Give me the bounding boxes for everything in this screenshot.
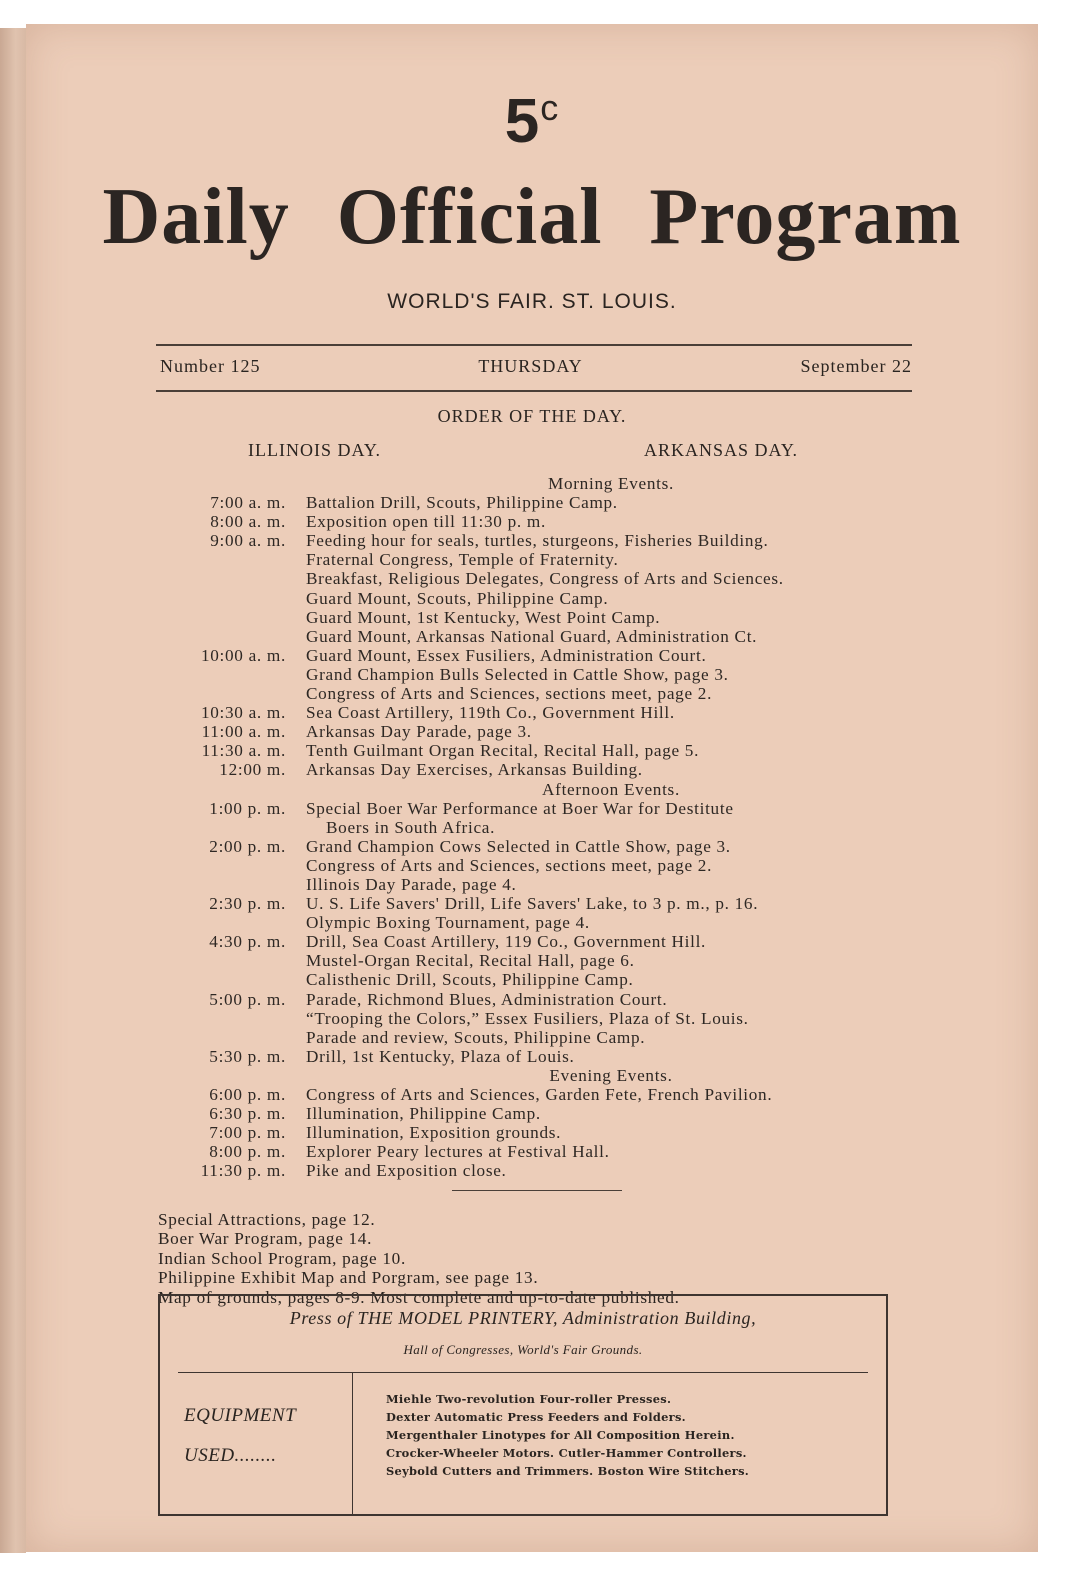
event-line: Illinois Day Parade, page 4.: [306, 874, 517, 894]
schedule-entry: [156, 1047, 916, 1066]
schedule-entry: [156, 837, 916, 894]
schedule-entry: [156, 1085, 916, 1104]
event-line: Grand Champion Cows Selected in Cattle Show, page 3.: [306, 836, 731, 856]
event-line: Breakfast, Religious Delegates, Congress of Arts and Sciences.: [306, 569, 784, 589]
day-right: ARKANSAS DAY.: [643, 440, 798, 460]
schedule-entry: [156, 1142, 916, 1161]
morning-events-heading: Morning Events.: [547, 474, 675, 493]
equipment-item: Crocker-Wheeler Motors. Cutler-Hammer Controllers.: [386, 1446, 747, 1460]
event-line: Fraternal Congress, Temple of Fraternity.: [306, 550, 619, 570]
event-list: [306, 760, 916, 779]
price-amount: 5: [504, 87, 541, 156]
event-line: Parade, Richmond Blues, Administration Court.: [306, 989, 668, 1009]
event-line: Drill, 1st Kentucky, Plaza of Louis.: [306, 1046, 575, 1066]
event-line: Congress of Arts and Sciences, sections meet, page 2.: [306, 855, 713, 875]
event-list: [306, 799, 916, 837]
schedule-entry: [156, 932, 916, 989]
event-time: 11:30 p. m.: [200, 1161, 286, 1181]
reference-list: [158, 1210, 918, 1307]
event-line: U. S. Life Savers' Drill, Life Savers' Lake, to 3 p. m., p. 16.: [306, 894, 759, 914]
event-list: [306, 703, 916, 722]
reference-line: Boer War Program, page 14.: [158, 1229, 373, 1249]
equipment-label-line1: EQUIPMENT: [184, 1405, 297, 1426]
event-line: Explorer Peary lectures at Festival Hall.: [306, 1142, 610, 1162]
equipment-list: [386, 1390, 876, 1480]
schedule-entry: [156, 646, 916, 703]
event-list: [306, 1161, 916, 1180]
event-line: Tenth Guilmant Organ Recital, Recital Hall, page 5.: [306, 741, 700, 761]
event-line: Pike and Exposition close.: [306, 1161, 507, 1181]
reference-line: Philippine Exhibit Map and Porgram, see page 13.: [158, 1268, 539, 1288]
event-line: Guard Mount, Scouts, Philippine Camp.: [306, 588, 609, 608]
event-line: Sea Coast Artillery, 119th Co., Government Hill.: [306, 703, 675, 723]
event-time: 7:00 a. m.: [210, 493, 286, 513]
event-line: Arkansas Day Parade, page 3.: [306, 722, 532, 742]
event-line: Drill, Sea Coast Artillery, 119 Co., Government Hill.: [306, 932, 707, 952]
event-line: Mustel-Organ Recital, Recital Hall, page 6.: [306, 951, 635, 971]
event-line: Feeding hour for seals, turtles, sturgeons, Fisheries Building.: [306, 531, 769, 551]
press-location: Hall of Congresses, World's Fair Grounds.: [403, 1342, 643, 1357]
event-line: Congress of Arts and Sciences, sections meet, page 2.: [306, 684, 713, 704]
press-credit: Press of THE MODEL PRINTERY, Administration Building,: [289, 1308, 757, 1328]
equipment-item: Dexter Automatic Press Feeders and Folders.: [386, 1410, 686, 1424]
event-list: [306, 512, 916, 531]
event-line: Illumination, Philippine Camp.: [306, 1104, 541, 1124]
event-line: Congress of Arts and Sciences, Garden Fete, French Pavilion.: [306, 1085, 773, 1104]
event-line: Illumination, Exposition grounds.: [306, 1123, 562, 1143]
event-line: Special Boer War Performance at Boer War for Destitute: [306, 798, 734, 818]
event-list: [306, 894, 916, 932]
issue-number: Number 125: [160, 356, 261, 376]
event-list: [306, 741, 916, 760]
reference-line: Special Attractions, page 12.: [158, 1210, 376, 1229]
event-time: 10:30 a. m.: [200, 703, 286, 723]
reference-line: Map of grounds, pages 8-9. Most complete and up-to-date published.: [158, 1287, 680, 1307]
event-list: [306, 493, 916, 512]
price: [26, 86, 1038, 157]
event-line: Calisthenic Drill, Scouts, Philippine Camp.: [306, 970, 634, 990]
event-time: 11:30 a. m.: [201, 741, 286, 761]
schedule-entry: [156, 741, 916, 760]
event-list: [306, 722, 916, 741]
event-list: [306, 990, 916, 1047]
masthead: [160, 356, 912, 377]
event-list: [306, 1085, 916, 1104]
equipment-item: Miehle Two-revolution Four-roller Presses.: [386, 1392, 672, 1406]
event-time: 8:00 a. m.: [210, 512, 286, 532]
equipment-label-line2: USED........: [184, 1445, 277, 1466]
event-time: 6:00 p. m.: [209, 1085, 286, 1104]
event-list: [306, 837, 916, 894]
schedule-entry: [156, 1123, 916, 1142]
schedule-entry: [156, 703, 916, 722]
equipment-item: Seybold Cutters and Trimmers. Boston Wire Stitchers.: [386, 1464, 750, 1478]
event-list: [306, 932, 916, 989]
event-line: Olympic Boxing Tournament, page 4.: [306, 913, 590, 933]
schedule-entry: [156, 512, 916, 531]
price-unit: c: [540, 87, 560, 128]
event-time: 8:00 p. m.: [209, 1142, 286, 1162]
event-list: [306, 1047, 916, 1066]
event-time: 11:00 a. m.: [201, 722, 286, 742]
schedule-entry: [156, 1161, 916, 1180]
event-line: Parade and review, Scouts, Philippine Camp.: [306, 1027, 646, 1047]
event-list: [306, 646, 916, 703]
order-heading: ORDER OF THE DAY.: [437, 406, 627, 426]
event-time: 5:00 p. m.: [209, 989, 286, 1009]
event-line: Arkansas Day Exercises, Arkansas Building.: [306, 760, 643, 780]
event-line: Guard Mount, Essex Fusiliers, Administration Court.: [306, 645, 707, 665]
evening-events-heading: Evening Events.: [549, 1065, 673, 1085]
event-time: 9:00 a. m.: [210, 531, 286, 551]
masthead-bottom-rule: [156, 390, 912, 392]
day-titles: [248, 440, 798, 461]
day-left: ILLINOIS DAY.: [248, 440, 382, 460]
schedule-entry: [156, 990, 916, 1047]
schedule: [156, 474, 916, 1180]
event-time: 12:00 m.: [219, 760, 286, 780]
event-time: 1:00 p. m.: [209, 798, 286, 818]
page-subtitle: WORLD'S FAIR. ST. LOUIS.: [387, 290, 677, 313]
masthead-top-rule: [156, 344, 912, 346]
event-time: 5:30 p. m.: [209, 1046, 286, 1066]
schedule-end-rule: [452, 1190, 622, 1191]
event-line: Boers in South Africa.: [326, 817, 496, 837]
event-line: Battalion Drill, Scouts, Philippine Camp.: [306, 493, 618, 513]
event-time: 4:30 p. m.: [209, 932, 286, 952]
event-list: [306, 1104, 916, 1123]
event-time: 2:30 p. m.: [209, 894, 286, 914]
schedule-entry: [156, 799, 916, 837]
event-time: 7:00 p. m.: [209, 1123, 286, 1143]
event-list: [306, 1123, 916, 1142]
booklet-spine: [0, 28, 26, 1553]
event-line: “Trooping the Colors,” Essex Fusiliers, Plaza of St. Louis.: [306, 1008, 749, 1028]
event-line: Exposition open till 11:30 p. m.: [306, 512, 546, 532]
event-line: Grand Champion Bulls Selected in Cattle Show, page 3.: [306, 664, 729, 684]
reference-line: Indian School Program, page 10.: [158, 1248, 406, 1268]
schedule-entry: [156, 1104, 916, 1123]
event-time: 6:30 p. m.: [209, 1104, 286, 1124]
schedule-entry: [156, 531, 916, 646]
weekday: THURSDAY: [478, 356, 583, 376]
event-time: 2:00 p. m.: [209, 836, 286, 856]
issue-date: September 22: [800, 356, 912, 376]
schedule-entry: [156, 894, 916, 932]
event-line: Guard Mount, Arkansas National Guard, Administration Ct.: [306, 626, 758, 646]
press-box: [158, 1294, 888, 1516]
program-page: [26, 24, 1038, 1552]
event-time: 10:00 a. m.: [200, 645, 286, 665]
event-list: [306, 1142, 916, 1161]
page-title: Daily Official Program: [102, 173, 962, 261]
equipment-item: Mergenthaler Linotypes for All Composition Herein.: [386, 1428, 735, 1442]
schedule-entry: [156, 760, 916, 779]
afternoon-events-heading: Afternoon Events.: [542, 779, 680, 799]
event-line: Guard Mount, 1st Kentucky, West Point Camp.: [306, 607, 661, 627]
schedule-entry: [156, 722, 916, 741]
press-divider: [178, 1372, 868, 1373]
equipment-label: [184, 1396, 344, 1476]
schedule-entry: [156, 493, 916, 512]
press-column-divider: [352, 1372, 353, 1514]
event-list: [306, 531, 916, 646]
